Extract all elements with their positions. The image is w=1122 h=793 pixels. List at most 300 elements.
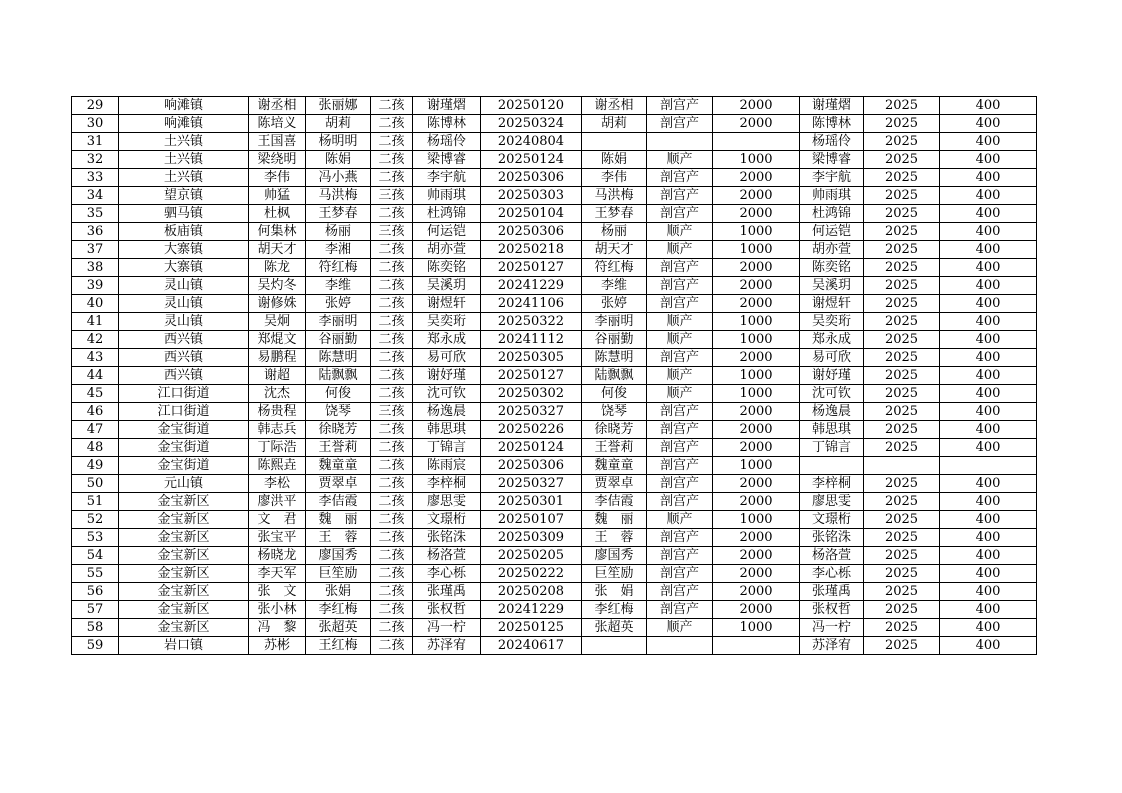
table-cell: 张超英: [582, 619, 647, 637]
table-cell: 400: [940, 349, 1037, 367]
table-cell: 易可欣: [800, 349, 864, 367]
table-cell: 二孩: [371, 457, 413, 475]
table-cell: 李伟: [582, 169, 647, 187]
table-cell: 李宇航: [413, 169, 481, 187]
table-cell: 20250226: [481, 421, 582, 439]
table-cell: 45: [72, 385, 119, 403]
table-cell: 400: [940, 151, 1037, 169]
table-cell: 20241106: [481, 295, 582, 313]
table-cell: 杨洛萱: [413, 547, 481, 565]
table-cell: [582, 637, 647, 655]
table-row: [72, 493, 1037, 511]
table-cell: 李红梅: [306, 601, 371, 619]
table-cell: 2025: [864, 241, 940, 259]
table-cell: 徐晓芳: [582, 421, 647, 439]
table-cell: 张瑾禹: [413, 583, 481, 601]
table-cell: 陈慧明: [582, 349, 647, 367]
table-cell: 36: [72, 223, 119, 241]
table-cell: 西兴镇: [119, 367, 249, 385]
table-cell: 20250306: [481, 223, 582, 241]
table-cell: 2025: [864, 583, 940, 601]
table-cell: 板庙镇: [119, 223, 249, 241]
table-cell: 胡亦萱: [413, 241, 481, 259]
table-cell: 文璟桁: [413, 511, 481, 529]
table-row: [72, 601, 1037, 619]
table-cell: 20241112: [481, 331, 582, 349]
table-row: [72, 367, 1037, 385]
table-cell: 李心栎: [800, 565, 864, 583]
table-cell: 顺产: [647, 223, 713, 241]
table-cell: 2000: [713, 259, 800, 277]
table-cell: 顺产: [647, 511, 713, 529]
table-cell: 谢丞相: [249, 97, 306, 115]
table-cell: 李梓桐: [800, 475, 864, 493]
table-cell: 2025: [864, 547, 940, 565]
table-cell: 400: [940, 529, 1037, 547]
table-cell: 2025: [864, 295, 940, 313]
table-row: [72, 349, 1037, 367]
table-cell: 2025: [864, 223, 940, 241]
table-cell: 38: [72, 259, 119, 277]
table-cell: 陈慧明: [306, 349, 371, 367]
table-cell: 李丽明: [582, 313, 647, 331]
table-cell: 1000: [713, 331, 800, 349]
table-cell: 魏 丽: [582, 511, 647, 529]
table-row: [72, 97, 1037, 115]
table-cell: 2000: [713, 601, 800, 619]
table-cell: 杨丽: [306, 223, 371, 241]
table-row: [72, 205, 1037, 223]
table-cell: 2000: [713, 475, 800, 493]
table-row: [72, 529, 1037, 547]
table-cell: 廖国秀: [582, 547, 647, 565]
table-cell: 谢修姝: [249, 295, 306, 313]
table-cell: 李丽明: [306, 313, 371, 331]
table-cell: 李红梅: [582, 601, 647, 619]
table-cell: 2025: [864, 367, 940, 385]
table-cell: 2025: [864, 277, 940, 295]
table-cell: 2025: [864, 331, 940, 349]
table-cell: 20250124: [481, 439, 582, 457]
table-cell: 廖思雯: [800, 493, 864, 511]
table-cell: 二孩: [371, 205, 413, 223]
table-cell: 王梦春: [582, 205, 647, 223]
table-cell: 二孩: [371, 529, 413, 547]
table-cell: 陈博林: [800, 115, 864, 133]
table-cell: 魏童童: [306, 457, 371, 475]
table-cell: [647, 637, 713, 655]
table-cell: 2000: [713, 421, 800, 439]
table-cell: 望京镇: [119, 187, 249, 205]
table-cell: 大寨镇: [119, 259, 249, 277]
table-cell: 响滩镇: [119, 97, 249, 115]
table-cell: 张 娟: [582, 583, 647, 601]
table-cell: 2025: [864, 349, 940, 367]
table-cell: 400: [940, 259, 1037, 277]
table-cell: 文璟桁: [800, 511, 864, 529]
table-cell: 西兴镇: [119, 331, 249, 349]
table-cell: 韩思琪: [800, 421, 864, 439]
table-cell: 46: [72, 403, 119, 421]
table-cell: 35: [72, 205, 119, 223]
table-cell: 400: [940, 331, 1037, 349]
table-cell: 52: [72, 511, 119, 529]
table-cell: 剖宫产: [647, 439, 713, 457]
table-cell: 谢瑾熠: [800, 97, 864, 115]
table-cell: 张婷: [306, 295, 371, 313]
table-cell: 54: [72, 547, 119, 565]
table-cell: 灵山镇: [119, 313, 249, 331]
table-cell: 剖宫产: [647, 493, 713, 511]
table-cell: 陈雨宸: [413, 457, 481, 475]
table-row: [72, 421, 1037, 439]
table-cell: 2025: [864, 439, 940, 457]
table-cell: 剖宫产: [647, 475, 713, 493]
table-cell: 丁锦言: [800, 439, 864, 457]
table-cell: 二孩: [371, 241, 413, 259]
table-cell: 2025: [864, 619, 940, 637]
table-cell: 剖宫产: [647, 547, 713, 565]
table-cell: 二孩: [371, 385, 413, 403]
table-cell: 杨丽: [582, 223, 647, 241]
table-cell: 韩思琪: [413, 421, 481, 439]
table-cell: 吴溪玥: [413, 277, 481, 295]
table-cell: 20250306: [481, 457, 582, 475]
table-cell: 二孩: [371, 151, 413, 169]
table-row: [72, 547, 1037, 565]
table-row: [72, 115, 1037, 133]
table-cell: 杨晓龙: [249, 547, 306, 565]
table-row: [72, 133, 1037, 151]
table-cell: 20250309: [481, 529, 582, 547]
table-cell: 2000: [713, 583, 800, 601]
table-cell: 20240804: [481, 133, 582, 151]
table-cell: 张权哲: [413, 601, 481, 619]
table-cell: 剖宫产: [647, 97, 713, 115]
table-cell: 金宝新区: [119, 511, 249, 529]
table-cell: 顺产: [647, 619, 713, 637]
table-cell: 三孩: [371, 187, 413, 205]
table-cell: 2025: [864, 475, 940, 493]
table-cell: 二孩: [371, 97, 413, 115]
table-cell: 58: [72, 619, 119, 637]
table-cell: 400: [940, 493, 1037, 511]
table-cell: 帅猛: [249, 187, 306, 205]
table-row: [72, 313, 1037, 331]
table-cell: 陈奕铭: [413, 259, 481, 277]
table-cell: 巨笙励: [306, 565, 371, 583]
table-cell: 剖宫产: [647, 277, 713, 295]
table-cell: 王誉莉: [582, 439, 647, 457]
subsidy-table: [71, 96, 1037, 655]
table-cell: 文 君: [249, 511, 306, 529]
table-cell: 廖思雯: [413, 493, 481, 511]
table-cell: [582, 133, 647, 151]
table-cell: 谢丞相: [582, 97, 647, 115]
table-cell: 顺产: [647, 313, 713, 331]
table-cell: 1000: [713, 511, 800, 529]
table-cell: 20250127: [481, 367, 582, 385]
table-cell: 20250327: [481, 475, 582, 493]
table-cell: 二孩: [371, 259, 413, 277]
table-cell: 冯 黎: [249, 619, 306, 637]
table-cell: 剖宫产: [647, 421, 713, 439]
table-cell: 2000: [713, 493, 800, 511]
table-cell: 2025: [864, 151, 940, 169]
table-cell: 二孩: [371, 277, 413, 295]
table-cell: 陈熙垚: [249, 457, 306, 475]
table-cell: 杨贵程: [249, 403, 306, 421]
table-cell: 2025: [864, 187, 940, 205]
table-cell: 饶琴: [306, 403, 371, 421]
table-cell: 金宝新区: [119, 529, 249, 547]
table-cell: 400: [940, 223, 1037, 241]
table-cell: 顺产: [647, 367, 713, 385]
table-cell: 41: [72, 313, 119, 331]
table-cell: 何运铠: [800, 223, 864, 241]
table-cell: 2000: [713, 529, 800, 547]
table-cell: 张 文: [249, 583, 306, 601]
table-cell: 冯一柠: [413, 619, 481, 637]
table-cell: 易鹏程: [249, 349, 306, 367]
table-cell: 廖洪平: [249, 493, 306, 511]
table-cell: [940, 457, 1037, 475]
table-cell: 何运铠: [413, 223, 481, 241]
table-cell: 丁锦言: [413, 439, 481, 457]
table-cell: 陈博林: [413, 115, 481, 133]
table-cell: 李梓桐: [413, 475, 481, 493]
table-cell: 剖宫产: [647, 403, 713, 421]
table-cell: 400: [940, 277, 1037, 295]
table-cell: 二孩: [371, 421, 413, 439]
table-cell: 2000: [713, 295, 800, 313]
table-cell: 20250218: [481, 241, 582, 259]
table-cell: 20250205: [481, 547, 582, 565]
table-cell: 二孩: [371, 565, 413, 583]
table-cell: 二孩: [371, 619, 413, 637]
table-cell: 400: [940, 403, 1037, 421]
table-cell: 张小林: [249, 601, 306, 619]
table-row: [72, 385, 1037, 403]
table-cell: 沈可钦: [800, 385, 864, 403]
table-cell: 2025: [864, 205, 940, 223]
table-cell: 陆飘飘: [582, 367, 647, 385]
table-row: [72, 511, 1037, 529]
table-cell: 金宝街道: [119, 421, 249, 439]
table-cell: 2025: [864, 385, 940, 403]
table-cell: 李佶霞: [306, 493, 371, 511]
table-cell: 2025: [864, 637, 940, 655]
table-cell: 谢煜轩: [800, 295, 864, 313]
table-cell: 44: [72, 367, 119, 385]
table-cell: 剖宫产: [647, 565, 713, 583]
table-cell: 大寨镇: [119, 241, 249, 259]
table-row: [72, 637, 1037, 655]
table-cell: 顺产: [647, 385, 713, 403]
table-cell: 2000: [713, 205, 800, 223]
table-cell: 张超英: [306, 619, 371, 637]
table-cell: 胡天才: [582, 241, 647, 259]
table-cell: 2025: [864, 169, 940, 187]
table-cell: 34: [72, 187, 119, 205]
table-cell: 杨洛萱: [800, 547, 864, 565]
table-cell: 400: [940, 133, 1037, 151]
table-cell: 王国喜: [249, 133, 306, 151]
table-cell: 二孩: [371, 295, 413, 313]
table-cell: 李佶霞: [582, 493, 647, 511]
table-cell: 易可欣: [413, 349, 481, 367]
table-cell: 王 蓉: [582, 529, 647, 547]
table-cell: 2025: [864, 565, 940, 583]
table-cell: 何俊: [582, 385, 647, 403]
table-row: [72, 439, 1037, 457]
table-cell: 沈杰: [249, 385, 306, 403]
table-cell: 剖宫产: [647, 115, 713, 133]
table-cell: 三孩: [371, 223, 413, 241]
table-cell: 马洪梅: [306, 187, 371, 205]
table-cell: 谢妤瑾: [800, 367, 864, 385]
table-cell: 2025: [864, 493, 940, 511]
table-cell: 50: [72, 475, 119, 493]
table-cell: 杨瑶伶: [413, 133, 481, 151]
table-cell: 江口街道: [119, 385, 249, 403]
table-cell: 400: [940, 601, 1037, 619]
table-cell: 1000: [713, 151, 800, 169]
table-cell: 陈奕铭: [800, 259, 864, 277]
table-cell: 二孩: [371, 547, 413, 565]
table-cell: 金宝新区: [119, 601, 249, 619]
table-cell: 冯小燕: [306, 169, 371, 187]
table-cell: 29: [72, 97, 119, 115]
table-cell: 帅雨琪: [413, 187, 481, 205]
table-cell: 20250222: [481, 565, 582, 583]
table-cell: 2025: [864, 421, 940, 439]
table-cell: 二孩: [371, 475, 413, 493]
table-cell: 王誉莉: [306, 439, 371, 457]
table-cell: 杜鸿锦: [800, 205, 864, 223]
table-cell: 灵山镇: [119, 277, 249, 295]
table-cell: 33: [72, 169, 119, 187]
table-cell: 梁博睿: [800, 151, 864, 169]
table-cell: 吴奕珩: [413, 313, 481, 331]
table-cell: 符红梅: [306, 259, 371, 277]
table-cell: 2000: [713, 115, 800, 133]
table-cell: 贾翠卓: [306, 475, 371, 493]
table-cell: 42: [72, 331, 119, 349]
table-cell: 张丽娜: [306, 97, 371, 115]
table-cell: 400: [940, 547, 1037, 565]
table-cell: 20250208: [481, 583, 582, 601]
table-cell: 杜枫: [249, 205, 306, 223]
table-cell: 20250301: [481, 493, 582, 511]
table-cell: 李宇航: [800, 169, 864, 187]
table-cell: 2000: [713, 97, 800, 115]
table-cell: 20241229: [481, 601, 582, 619]
table-cell: 顺产: [647, 241, 713, 259]
table-cell: 二孩: [371, 511, 413, 529]
table-cell: 王红梅: [306, 637, 371, 655]
table-cell: 1000: [713, 223, 800, 241]
table-cell: 陈娟: [306, 151, 371, 169]
table-row: [72, 475, 1037, 493]
table-cell: 32: [72, 151, 119, 169]
table-cell: 57: [72, 601, 119, 619]
table-cell: 谷丽勤: [582, 331, 647, 349]
table-cell: 张权哲: [800, 601, 864, 619]
table-cell: 谢妤瑾: [413, 367, 481, 385]
table-cell: 1000: [713, 457, 800, 475]
table-row: [72, 277, 1037, 295]
table-cell: 53: [72, 529, 119, 547]
table-cell: 魏 丽: [306, 511, 371, 529]
table-cell: 李心栎: [413, 565, 481, 583]
table-cell: 400: [940, 115, 1037, 133]
table-cell: 二孩: [371, 169, 413, 187]
table-cell: 剖宫产: [647, 295, 713, 313]
table-body: [72, 97, 1037, 655]
table-cell: 韩志兵: [249, 421, 306, 439]
table-cell: 20250303: [481, 187, 582, 205]
table-cell: 2000: [713, 565, 800, 583]
table-cell: 二孩: [371, 637, 413, 655]
table-cell: 杨逸晨: [800, 403, 864, 421]
table-cell: 剖宫产: [647, 169, 713, 187]
table-cell: 驷马镇: [119, 205, 249, 223]
table-cell: 灵山镇: [119, 295, 249, 313]
table-row: [72, 331, 1037, 349]
table-cell: 丁际浩: [249, 439, 306, 457]
table-cell: 31: [72, 133, 119, 151]
table-cell: 帅雨琪: [800, 187, 864, 205]
table-row: [72, 259, 1037, 277]
table-cell: 谷丽勤: [306, 331, 371, 349]
table-cell: 剖宫产: [647, 349, 713, 367]
table-cell: 金宝新区: [119, 493, 249, 511]
table-cell: 金宝新区: [119, 619, 249, 637]
table-row: [72, 241, 1037, 259]
table-cell: 1000: [713, 385, 800, 403]
table-cell: 400: [940, 367, 1037, 385]
table-cell: 剖宫产: [647, 583, 713, 601]
table-cell: 符红梅: [582, 259, 647, 277]
table-cell: 剖宫产: [647, 187, 713, 205]
table-row: [72, 187, 1037, 205]
table-cell: 杜鸿锦: [413, 205, 481, 223]
table-cell: 苏彬: [249, 637, 306, 655]
table-cell: 胡莉: [582, 115, 647, 133]
table-cell: 胡莉: [306, 115, 371, 133]
table-row: [72, 223, 1037, 241]
table-row: [72, 457, 1037, 475]
table-cell: 1000: [713, 313, 800, 331]
table-cell: 2025: [864, 601, 940, 619]
table-cell: 2000: [713, 277, 800, 295]
table-cell: 吴溪玥: [800, 277, 864, 295]
table-cell: 400: [940, 511, 1037, 529]
table-cell: 谢超: [249, 367, 306, 385]
table-cell: 400: [940, 241, 1037, 259]
table-cell: 西兴镇: [119, 349, 249, 367]
table-cell: 梁博睿: [413, 151, 481, 169]
table-cell: 吴奕珩: [800, 313, 864, 331]
table-cell: 元山镇: [119, 475, 249, 493]
table-cell: 20250302: [481, 385, 582, 403]
table-cell: 胡天才: [249, 241, 306, 259]
table-cell: 郑焜文: [249, 331, 306, 349]
table-cell: 李天军: [249, 565, 306, 583]
table-cell: 二孩: [371, 349, 413, 367]
table-cell: 2025: [864, 133, 940, 151]
